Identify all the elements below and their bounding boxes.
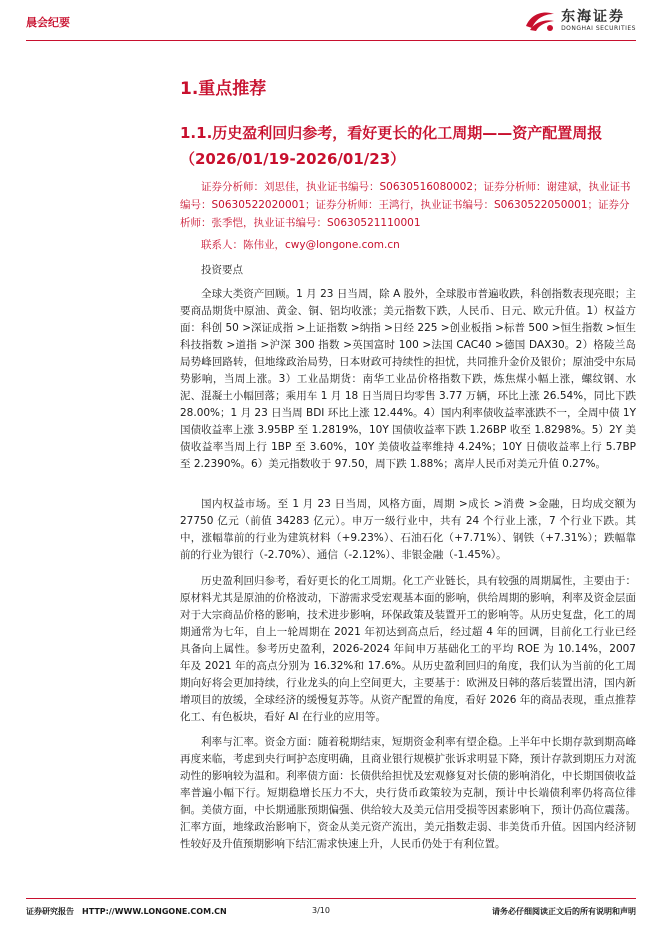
company-logo bbox=[523, 8, 636, 34]
logo-emblem-icon bbox=[523, 8, 557, 34]
paragraph-domestic-equity: 国内权益市场。至 1 月 23 日当周，风格方面，周期 >成长 >消费 >金融，日均成交额为 27750 亿元（前值 34283 亿元）。申万一级行业中，共有 24 个行业上涨，7 个行业下跌。其中，涨幅靠前的行业为建筑材料（+9.23%）、石油石化（+7.71%）、钢铁（+7.31%）；跌幅靠前的行业为银行（-2.70%）、通信（-2.12%）、非银金融（-1.45%）。 bbox=[180, 498, 636, 561]
footer-website: 证券研究报告 HTTP://WWW.LONGONE.COM.CN bbox=[26, 907, 227, 916]
contact-info: 联系人：陈伟业，cwy@longone.com.cn bbox=[201, 239, 400, 251]
footer-disclaimer: 请务必仔细阅读正文后的所有说明和声明 bbox=[492, 907, 636, 916]
page-number: 3/10 bbox=[312, 906, 330, 915]
report-type-tag: 晨会纪要 bbox=[26, 16, 70, 29]
section-title: 1.重点推荐 bbox=[180, 79, 267, 99]
key-points-label: 投资要点 bbox=[201, 264, 243, 276]
logo-name-en: DONGHAI SECURITIES bbox=[561, 24, 636, 32]
paragraph-chemical-cycle: 历史盈利回归参考，看好更长的化工周期。化工产业链长，具有较强的周期属性，主要由于：原材料尤其是原油的价格波动，下游需求受宏观基本面的影响，供给周期的影响，利率及资金层面对于大宗商品价格的影响，技术进步影响，环保政策及装置开工的影响等。从历史复盘，化工的周期通常为七年，自上一轮周期在 2021 年初达到高点后，经过超 4 年的回调，目前化工行业已经具备向上属性。参考历史盈利，2026-2024 年间申万基础化工的平均 ROE 为 10.14%，2007 年及 2021 年的高点分别为 16.32%和 17.6%。从历史盈利回归的角度，我们认为当前的化工周期向好将会更加持续，行业龙头的向上空间更大，主要基于：欧洲及日韩的落后装置出清，国内新增项目的放缓，全球经济的缓慢复苏等。从资产配置的角度，看好 2026 年的商品表现，重点推荐化工、有色板块，看好 AI 在行业的应用等。 bbox=[180, 575, 636, 723]
paragraph-rates-fx: 利率与汇率。资金方面：随着税期结束，短期资金利率有望企稳。上半年中长期存款到期高峰再度来临，考虑到央行呵护态度明确，且商业银行规模扩张诉求明显下降，预计存款到期压力对流动性的影响较为温和。利率债方面：长债供给担忧及宏观修复对长债的影响消化，中长期国债收益率普遍小幅下行。短期稳增长压力不大，央行货币政策较为克制，预计中长端债利率仍将高位徘徊。美债方面，中长期通胀预期偏强、供给较大及美元信用受损等因素影响下，预计仍高位震荡。汇率方面，地缘政治影响下，资金从美元资产流出，美元指数走弱、非美货币升值。因国内经济韧性较好及升值预期影响下结汇需求快速上升，人民币仍处于有利位置。 bbox=[180, 736, 636, 850]
footer-divider bbox=[26, 898, 636, 899]
header-divider bbox=[26, 40, 636, 41]
analyst-credits: 证券分析师：刘思佳，执业证书编号：S0630516080002；证券分析师：谢建斌，执业证书编号：S0630522020001；证券分析师：王鸿行，执业证书编号：S0630522050001；证券分析师：张季恺，执业证书编号：S0630521110001 bbox=[180, 181, 631, 229]
article-title: 1.1.历史盈利回归参考，看好更长的化工周期——资产配置周报（2026/01/19-2026/01/23） bbox=[180, 124, 603, 168]
paragraph-global-assets: 全球大类资产回顾。1 月 23 日当周，除 A 股外，全球股市普遍收跌，科创指数表现亮眼；主要商品期货中原油、黄金、铜、铝均收涨；美元指数下跌，人民币、日元、欧元升值。1）权益方面：科创 50 >深证成指 >上证指数 >纳指 >日经 225 >创业板指 >标普 500 >恒生指数 >恒生科技指数 >道指 >沪深 300 指数 >英国富时 100 >法国 CAC40 >德国 DAX30。2）格陵兰岛局势峰回路转，但地缘政治局势，日本财政可持续性的担忧，共同推升金价及银价；原油受中东局势影响，当周上涨。3）工业品期货：南华工业品价格指数下跌，炼焦煤小幅上涨，螺纹钢、水泥、混凝土小幅回落；乘用车 1 月 18 日当周日均零售 3.77 万辆，环比上涨 26.54%，同比下跌 28.00%；1 月 23 日当周 BDI 环比上涨 12.44%。4）国内利率债收益率涨跌不一，全周中债 1Y 国债收益率上涨 3.95BP 至 1.2819%，10Y 国债收益率下跌 1.26BP 收至 1.8298%。5）2Y 美债收益率当周上行 1BP 至 3.60%，10Y 美债收益率维持 4.24%；10Y 日债收益率上行 5.7BP 至 2.2390%。6）美元指数收于 97.50，周下跌 1.88%；离岸人民币对美元升值 0.27%。 bbox=[180, 288, 636, 470]
logo-name-cn: 东海证券 bbox=[561, 8, 626, 25]
